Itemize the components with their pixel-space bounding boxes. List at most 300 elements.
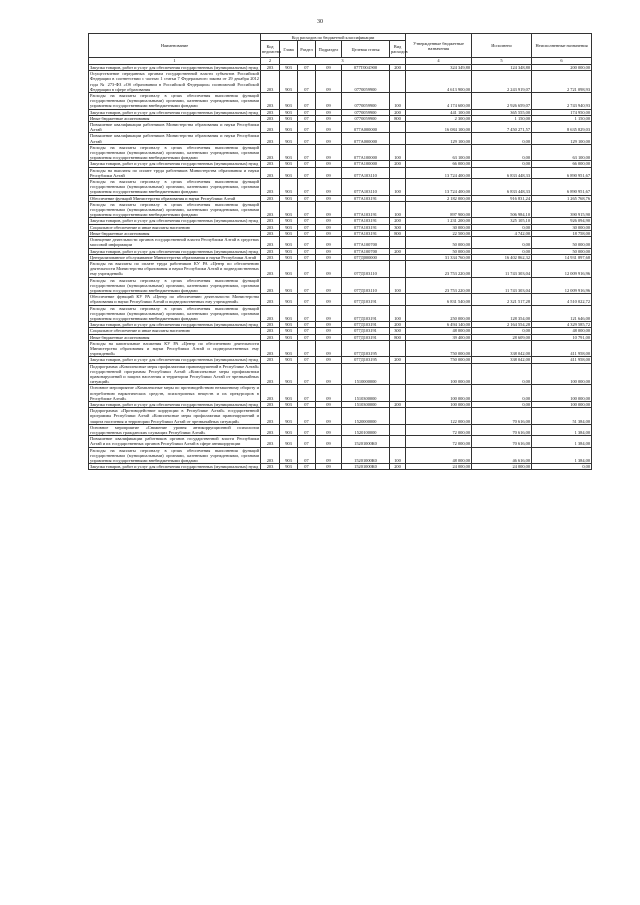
row-glava: 903 bbox=[280, 237, 298, 248]
row-target-article: 077А100000 bbox=[342, 161, 390, 167]
row-glava: 903 bbox=[280, 464, 298, 470]
row-expense-type: 300 bbox=[390, 328, 406, 334]
row-razdel: 07 bbox=[298, 447, 316, 464]
row-unexecuted: 1 150,00 bbox=[532, 115, 592, 121]
row-approved: 122 000,00 bbox=[406, 408, 472, 425]
row-approved: 13 724 400,00 bbox=[406, 167, 472, 178]
row-razdel: 07 bbox=[298, 224, 316, 230]
row-razdel: 07 bbox=[298, 115, 316, 121]
row-glava: 903 bbox=[280, 161, 298, 167]
header-name: Наименование bbox=[89, 34, 261, 58]
row-executed: 338 042,00 bbox=[472, 357, 532, 363]
row-razdel: 07 bbox=[298, 71, 316, 93]
row-target-article: 077Д103195 bbox=[342, 357, 390, 363]
table-row bbox=[89, 179, 592, 196]
row-target-article: 077Д103195 bbox=[342, 340, 390, 357]
row-razdel: 07 bbox=[298, 363, 316, 385]
row-target-article: 077Д103110 bbox=[342, 277, 390, 294]
header-podrazdel: Подраздел bbox=[316, 41, 342, 58]
row-razdel: 07 bbox=[298, 237, 316, 248]
row-expense-type: 100 bbox=[390, 305, 406, 322]
row-name: Закупка товаров, работ и услуг для обеспечения государственных (муниципальных) нужд bbox=[89, 161, 261, 167]
row-podrazdel: 09 bbox=[316, 71, 342, 93]
row-razdel: 07 bbox=[298, 385, 316, 402]
row-name: Социальное обеспечение и иные выплаты населению bbox=[89, 224, 261, 230]
row-expense-type: 100 bbox=[390, 93, 406, 110]
row-ved: 203 bbox=[261, 144, 280, 161]
row-target-article: 077Т004Э00 bbox=[342, 65, 390, 71]
row-ved: 203 bbox=[261, 294, 280, 305]
budget-execution-table bbox=[88, 33, 592, 470]
row-executed: 7 450 271,57 bbox=[472, 122, 532, 133]
row-ved: 203 bbox=[261, 464, 280, 470]
row-executed: 70 616,00 bbox=[472, 424, 532, 435]
row-unexecuted: 411 958,00 bbox=[532, 340, 592, 357]
row-target-article: 077А103191 bbox=[342, 230, 390, 236]
row-glava: 903 bbox=[280, 224, 298, 230]
row-ved: 203 bbox=[261, 201, 280, 218]
row-razdel: 07 bbox=[298, 65, 316, 71]
row-expense-type: 200 bbox=[390, 401, 406, 407]
row-razdel: 07 bbox=[298, 357, 316, 363]
row-expense-type bbox=[390, 424, 406, 435]
row-unexecuted: 6 890 951,67 bbox=[532, 179, 592, 196]
row-podrazdel: 09 bbox=[316, 133, 342, 144]
header-ved: Код ведомства bbox=[261, 41, 280, 58]
row-name: Повышение квалификации работников Министерства образования и науки Республики Алтай bbox=[90, 122, 259, 133]
row-executed: 0,00 bbox=[472, 224, 532, 230]
row-expense-type bbox=[390, 363, 406, 385]
row-approved: 4 174 600,00 bbox=[406, 93, 472, 110]
row-target-article: 1510300000 bbox=[342, 385, 390, 402]
row-glava: 903 bbox=[280, 305, 298, 322]
row-ved: 203 bbox=[261, 424, 280, 435]
row-unexecuted: 18 758,00 bbox=[532, 230, 592, 236]
row-unexecuted: 51 384,00 bbox=[532, 408, 592, 425]
row-name: Расходы на выплаты персоналу в целях обеспечения выполнения функций государственными (муниципальными) органами, казенными учреждениями, органами управления государственными внебюджетными фондами bbox=[90, 201, 259, 218]
row-expense-type: 100 bbox=[390, 277, 406, 294]
row-ved: 203 bbox=[261, 133, 280, 144]
table-row bbox=[89, 464, 592, 470]
row-unexecuted: 10 791,00 bbox=[532, 334, 592, 340]
row-expense-type bbox=[390, 122, 406, 133]
row-name: Иные бюджетные ассигнования bbox=[89, 230, 261, 236]
row-glava: 903 bbox=[280, 357, 298, 363]
row-podrazdel: 09 bbox=[316, 161, 342, 167]
row-glava: 903 bbox=[280, 328, 298, 334]
row-approved: 1 231 200,00 bbox=[406, 218, 472, 224]
row-razdel: 07 bbox=[298, 248, 316, 254]
row-executed: 2 321 517,28 bbox=[472, 294, 532, 305]
row-expense-type bbox=[390, 133, 406, 144]
row-executed: 365 555,00 bbox=[472, 109, 532, 115]
row-ved: 203 bbox=[261, 65, 280, 71]
row-ved: 203 bbox=[261, 277, 280, 294]
row-executed: 338 042,00 bbox=[472, 340, 532, 357]
row-target-article: 077А103191 bbox=[342, 224, 390, 230]
table-header bbox=[89, 34, 592, 65]
row-unexecuted: 1 384,00 bbox=[532, 424, 592, 435]
header-unexecuted: Неисполненные назначения bbox=[532, 34, 592, 58]
row-unexecuted: 2 721 098,93 bbox=[532, 71, 592, 93]
row-target-article: 1520100000 bbox=[342, 424, 390, 435]
row-podrazdel: 09 bbox=[316, 340, 342, 357]
row-podrazdel: 09 bbox=[316, 122, 342, 133]
row-glava: 903 bbox=[280, 248, 298, 254]
row-unexecuted: 1 265 768,76 bbox=[532, 195, 592, 201]
table-row bbox=[89, 122, 592, 133]
row-executed: 2 164 554,28 bbox=[472, 322, 532, 328]
table-row bbox=[89, 133, 592, 144]
table-row bbox=[89, 385, 592, 402]
row-razdel: 07 bbox=[298, 167, 316, 178]
row-podrazdel: 09 bbox=[316, 218, 342, 224]
row-ved: 203 bbox=[261, 401, 280, 407]
row-glava: 903 bbox=[280, 260, 298, 277]
row-name: Подпрограмма «Противодействие коррупции в Республике Алтай» государственной программы Республики Алтай «Комплексные меры профилактики правонарушений и защита населения и территории Республики Алтай от чрезвычайных ситуаций» bbox=[90, 408, 259, 424]
row-approved: 2 300,00 bbox=[406, 115, 472, 121]
row-name: Закупка товаров, работ и услуг для обеспечения государственных (муниципальных) нужд bbox=[89, 109, 261, 115]
row-executed: 70 616,00 bbox=[472, 436, 532, 447]
row-ved: 203 bbox=[261, 179, 280, 196]
row-glava: 903 bbox=[280, 363, 298, 385]
row-executed: 2 926 659,07 bbox=[472, 93, 532, 110]
row-unexecuted: 100 000,00 bbox=[532, 363, 592, 385]
row-unexecuted: 121 646,00 bbox=[532, 305, 592, 322]
row-approved: 4 613 900,00 bbox=[406, 71, 472, 93]
row-approved: 897 900,00 bbox=[406, 201, 472, 218]
row-target-article: 077А103110 bbox=[342, 167, 390, 178]
row-glava: 903 bbox=[280, 436, 298, 447]
row-unexecuted: 100 000,00 bbox=[532, 401, 592, 407]
row-approved: 100 000,00 bbox=[406, 385, 472, 402]
row-approved: 129 100,00 bbox=[406, 133, 472, 144]
row-target-article: 077А103191 bbox=[342, 201, 390, 218]
row-glava: 903 bbox=[280, 93, 298, 110]
row-executed: 28 609,00 bbox=[472, 334, 532, 340]
row-ved: 203 bbox=[261, 254, 280, 260]
row-name: Повышение квалификации работников Министерства образования и науки Республики Алтай bbox=[90, 133, 259, 144]
row-ved: 203 bbox=[261, 328, 280, 334]
row-ved: 203 bbox=[261, 122, 280, 133]
row-glava: 903 bbox=[280, 254, 298, 260]
row-expense-type bbox=[390, 237, 406, 248]
row-expense-type bbox=[390, 408, 406, 425]
row-name: Расходы на выплаты персоналу в целях обеспечения выполнения функций государственными (муниципальными) органами, казенными учреждениями, органами управления государственными внебюджетными фондами bbox=[90, 93, 259, 109]
row-executed: 128 354,00 bbox=[472, 305, 532, 322]
row-razdel: 07 bbox=[298, 322, 316, 328]
row-expense-type bbox=[390, 71, 406, 93]
row-expense-type bbox=[390, 436, 406, 447]
row-unexecuted: 4 329 585,72 bbox=[532, 322, 592, 328]
row-podrazdel: 09 bbox=[316, 401, 342, 407]
row-expense-type: 200 bbox=[390, 65, 406, 71]
row-target-article: 077Д103191 bbox=[342, 334, 390, 340]
table-row bbox=[89, 71, 592, 93]
row-podrazdel: 09 bbox=[316, 357, 342, 363]
row-target-article: 077Д103191 bbox=[342, 294, 390, 305]
table-row bbox=[89, 424, 592, 435]
row-unexecuted: 14 931 897,68 bbox=[532, 254, 592, 260]
row-unexecuted: 30 000,00 bbox=[532, 224, 592, 230]
row-razdel: 07 bbox=[298, 201, 316, 218]
row-razdel: 07 bbox=[298, 305, 316, 322]
row-name: Расходы на выплаты по оплате труда работников КУ РА «Центр по обеспечению деятельности Министерства образования и науки Республики Алтай и подведомственных ему учреждений» bbox=[90, 260, 259, 277]
row-unexecuted: 390 915,90 bbox=[532, 201, 592, 218]
row-expense-type: 300 bbox=[390, 224, 406, 230]
row-glava: 903 bbox=[280, 401, 298, 407]
row-target-article: 077А100000 bbox=[342, 144, 390, 161]
row-podrazdel: 09 bbox=[316, 109, 342, 115]
table-row bbox=[89, 237, 592, 248]
row-approved: 441 100,00 bbox=[406, 109, 472, 115]
header-approved: Утвержденные бюджетные назначения bbox=[406, 34, 472, 58]
row-unexecuted: 174 950,00 bbox=[532, 109, 592, 115]
row-razdel: 07 bbox=[298, 424, 316, 435]
row-glava: 903 bbox=[280, 447, 298, 464]
row-approved: 72 000,00 bbox=[406, 424, 472, 435]
row-approved: 100 000,00 bbox=[406, 401, 472, 407]
row-glava: 903 bbox=[280, 277, 298, 294]
row-target-article: 077А000000 bbox=[342, 122, 390, 133]
row-executed: 0,00 bbox=[472, 144, 532, 161]
row-target-article: 15201000К0 bbox=[342, 436, 390, 447]
row-expense-type: 200 bbox=[390, 322, 406, 328]
row-unexecuted: 411 958,00 bbox=[532, 357, 592, 363]
row-executed: 0,00 bbox=[472, 161, 532, 167]
row-ved: 203 bbox=[261, 71, 280, 93]
row-ved: 203 bbox=[261, 93, 280, 110]
row-target-article: 1510300000 bbox=[342, 401, 390, 407]
header-csr: Целевая статья bbox=[342, 41, 390, 58]
table-row bbox=[89, 167, 592, 178]
row-ved: 203 bbox=[261, 340, 280, 357]
row-executed: 0,00 bbox=[472, 363, 532, 385]
row-executed: 46 616,00 bbox=[472, 447, 532, 464]
row-unexecuted: 48 000,00 bbox=[532, 328, 592, 334]
row-name: Расходы на выплаты персоналу в целях обеспечения выполнения функций государственными (муниципальными) органами, казенными учреждениями, органами управления государственными внебюджетными фондами bbox=[90, 277, 259, 293]
row-approved: 6 494 140,00 bbox=[406, 322, 472, 328]
row-target-article: 15201000К0 bbox=[342, 447, 390, 464]
row-target-article: 077Д103191 bbox=[342, 305, 390, 322]
row-target-article: 0770059900 bbox=[342, 71, 390, 93]
row-glava: 903 bbox=[280, 334, 298, 340]
row-ved: 203 bbox=[261, 195, 280, 201]
row-glava: 903 bbox=[280, 71, 298, 93]
header-vr: Вид расходов bbox=[390, 41, 406, 58]
row-executed: 4 742,00 bbox=[472, 230, 532, 236]
row-target-article: 077Д000000 bbox=[342, 254, 390, 260]
row-podrazdel: 09 bbox=[316, 294, 342, 305]
row-ved: 203 bbox=[261, 109, 280, 115]
row-target-article: 077А100700 bbox=[342, 237, 390, 248]
row-ved: 203 bbox=[261, 322, 280, 328]
header-glava: Глава bbox=[280, 41, 298, 58]
row-unexecuted: 8 635 829,03 bbox=[532, 122, 592, 133]
row-unexecuted: 0,00 bbox=[532, 464, 592, 470]
row-razdel: 07 bbox=[298, 408, 316, 425]
row-target-article: 077Д103191 bbox=[342, 328, 390, 334]
row-name: Иные бюджетные ассигнования bbox=[89, 334, 261, 340]
row-expense-type bbox=[390, 340, 406, 357]
col-index: 6 bbox=[532, 58, 592, 65]
row-unexecuted: 100 000,00 bbox=[532, 385, 592, 402]
row-expense-type: 800 bbox=[390, 230, 406, 236]
row-approved: 48 000,00 bbox=[406, 328, 472, 334]
row-executed: 6 833 448,33 bbox=[472, 179, 532, 196]
row-podrazdel: 09 bbox=[316, 167, 342, 178]
row-ved: 203 bbox=[261, 161, 280, 167]
table-row bbox=[89, 201, 592, 218]
row-podrazdel: 09 bbox=[316, 93, 342, 110]
row-expense-type bbox=[390, 167, 406, 178]
row-razdel: 07 bbox=[298, 230, 316, 236]
row-podrazdel: 09 bbox=[316, 322, 342, 328]
row-name: Расходы на выплаты персоналу в целях обеспечения выполнения функций государственными (муниципальными) органами, казенными учреждениями, органами управления государственными внебюджетными фондами bbox=[90, 447, 259, 464]
row-glava: 903 bbox=[280, 230, 298, 236]
row-podrazdel: 09 bbox=[316, 277, 342, 294]
row-target-article: 0770059900 bbox=[342, 109, 390, 115]
row-executed: 124 348,80 bbox=[472, 65, 532, 71]
row-target-article: 0770059900 bbox=[342, 115, 390, 121]
row-name: Расходы на выплаты персоналу в целях обеспечения выполнения функций государственными (муниципальными) органами, казенными учреждениями, органами управления государственными внебюджетными фондами bbox=[90, 305, 259, 321]
row-target-article: 077Д103191 bbox=[342, 322, 390, 328]
row-podrazdel: 09 bbox=[316, 65, 342, 71]
header-code-group: Код расходов по бюджетной классификации bbox=[261, 34, 406, 41]
row-approved: 24 000,00 bbox=[406, 464, 472, 470]
row-podrazdel: 09 bbox=[316, 179, 342, 196]
row-razdel: 07 bbox=[298, 436, 316, 447]
row-approved: 6 831 540,00 bbox=[406, 294, 472, 305]
row-approved: 50 000,00 bbox=[406, 248, 472, 254]
row-approved: 50 000,00 bbox=[406, 237, 472, 248]
row-target-article: 15201000К0 bbox=[342, 464, 390, 470]
row-podrazdel: 09 bbox=[316, 363, 342, 385]
row-executed: 11 743 303,04 bbox=[472, 260, 532, 277]
row-approved: 23 753 220,00 bbox=[406, 260, 472, 277]
row-executed: 2 243 919,07 bbox=[472, 71, 532, 93]
row-ved: 203 bbox=[261, 115, 280, 121]
row-target-article: 077А000000 bbox=[342, 133, 390, 144]
row-podrazdel: 09 bbox=[316, 248, 342, 254]
row-name: Иные бюджетные ассигнования bbox=[89, 115, 261, 121]
row-executed: 0,00 bbox=[472, 328, 532, 334]
row-razdel: 07 bbox=[298, 218, 316, 224]
row-expense-type: 100 bbox=[390, 144, 406, 161]
row-podrazdel: 09 bbox=[316, 144, 342, 161]
row-name: Закупка товаров, работ и услуг для обеспечения государственных (муниципальных) нужд bbox=[89, 401, 261, 407]
row-glava: 903 bbox=[280, 201, 298, 218]
row-executed: 11 743 303,04 bbox=[472, 277, 532, 294]
row-podrazdel: 09 bbox=[316, 254, 342, 260]
row-expense-type: 800 bbox=[390, 115, 406, 121]
table-row bbox=[89, 260, 592, 277]
row-glava: 903 bbox=[280, 424, 298, 435]
row-name: Расходы на выплаты персоналу в целях обеспечения выполнения функций государственными (муниципальными) органами, казенными учреждениями, органами управления государственными внебюджетными фондами bbox=[90, 144, 259, 161]
row-executed: 1 150,00 bbox=[472, 115, 532, 121]
row-ved: 203 bbox=[261, 230, 280, 236]
row-ved: 203 bbox=[261, 167, 280, 178]
row-glava: 903 bbox=[280, 65, 298, 71]
row-executed: 16 402 862,32 bbox=[472, 254, 532, 260]
col-index: 2 bbox=[261, 58, 280, 65]
row-executed: 6 833 448,33 bbox=[472, 167, 532, 178]
row-podrazdel: 09 bbox=[316, 447, 342, 464]
row-executed: 506 984,10 bbox=[472, 201, 532, 218]
row-approved: 66 000,00 bbox=[406, 161, 472, 167]
row-expense-type: 100 bbox=[390, 201, 406, 218]
row-podrazdel: 09 bbox=[316, 224, 342, 230]
row-glava: 903 bbox=[280, 144, 298, 161]
row-unexecuted: 12 009 916,96 bbox=[532, 277, 592, 294]
row-ved: 203 bbox=[261, 408, 280, 425]
row-expense-type: 200 bbox=[390, 248, 406, 254]
row-glava: 903 bbox=[280, 115, 298, 121]
row-unexecuted: 1 384,00 bbox=[532, 447, 592, 464]
row-target-article: 077Д103110 bbox=[342, 260, 390, 277]
row-name: Осуществление переданных органам государственной власти субъектов Российской Федерации в соответствии с частью 1 статьи 7 Федерального закона от 29 декабря 2012 года № 273-ФЗ «Об образовании в Российской Федерации» полномочий Российской Федерации в сфере образования bbox=[90, 71, 259, 92]
row-glava: 903 bbox=[280, 294, 298, 305]
col-index: 3 bbox=[280, 58, 406, 65]
row-podrazdel: 09 bbox=[316, 328, 342, 334]
row-executed: 0,00 bbox=[472, 133, 532, 144]
row-razdel: 07 bbox=[298, 133, 316, 144]
row-name: Централизованное обслуживание Министерства образования и науки Республики Алтай bbox=[89, 254, 261, 260]
table-row bbox=[89, 340, 592, 357]
row-approved: 2 182 000,00 bbox=[406, 195, 472, 201]
row-approved: 750 000,00 bbox=[406, 357, 472, 363]
row-target-article: 1520000000 bbox=[342, 408, 390, 425]
row-expense-type: 200 bbox=[390, 109, 406, 115]
table-row bbox=[89, 294, 592, 305]
table-row bbox=[89, 447, 592, 464]
table-body bbox=[89, 65, 592, 470]
row-glava: 903 bbox=[280, 218, 298, 224]
row-ved: 203 bbox=[261, 363, 280, 385]
row-ved: 203 bbox=[261, 447, 280, 464]
row-podrazdel: 09 bbox=[316, 195, 342, 201]
row-razdel: 07 bbox=[298, 294, 316, 305]
row-target-article: 077А103191 bbox=[342, 218, 390, 224]
row-expense-type: 200 bbox=[390, 218, 406, 224]
row-expense-type: 100 bbox=[390, 179, 406, 196]
row-target-article: 077А103110 bbox=[342, 179, 390, 196]
row-expense-type bbox=[390, 385, 406, 402]
row-razdel: 07 bbox=[298, 464, 316, 470]
row-podrazdel: 09 bbox=[316, 230, 342, 236]
table-row bbox=[89, 93, 592, 110]
row-razdel: 07 bbox=[298, 122, 316, 133]
row-ved: 203 bbox=[261, 436, 280, 447]
col-index: 5 bbox=[472, 58, 532, 65]
row-expense-type: 100 bbox=[390, 447, 406, 464]
row-unexecuted: 50 000,00 bbox=[532, 237, 592, 248]
row-ved: 203 bbox=[261, 248, 280, 254]
row-executed: 0,00 bbox=[472, 401, 532, 407]
row-approved: 63 100,00 bbox=[406, 144, 472, 161]
table-row bbox=[89, 305, 592, 322]
row-ved: 203 bbox=[261, 260, 280, 277]
row-name: Закупка товаров, работ и услуг для обеспечения государственных (муниципальных) нужд bbox=[89, 322, 261, 328]
row-razdel: 07 bbox=[298, 328, 316, 334]
row-glava: 903 bbox=[280, 340, 298, 357]
row-approved: 48 000,00 bbox=[406, 447, 472, 464]
row-podrazdel: 09 bbox=[316, 305, 342, 322]
row-razdel: 07 bbox=[298, 334, 316, 340]
row-name: Закупка товаров, работ и услуг для обеспечения государственных (муниципальных) нужд bbox=[89, 65, 261, 71]
row-executed: 325 105,10 bbox=[472, 218, 532, 224]
row-glava: 903 bbox=[280, 385, 298, 402]
